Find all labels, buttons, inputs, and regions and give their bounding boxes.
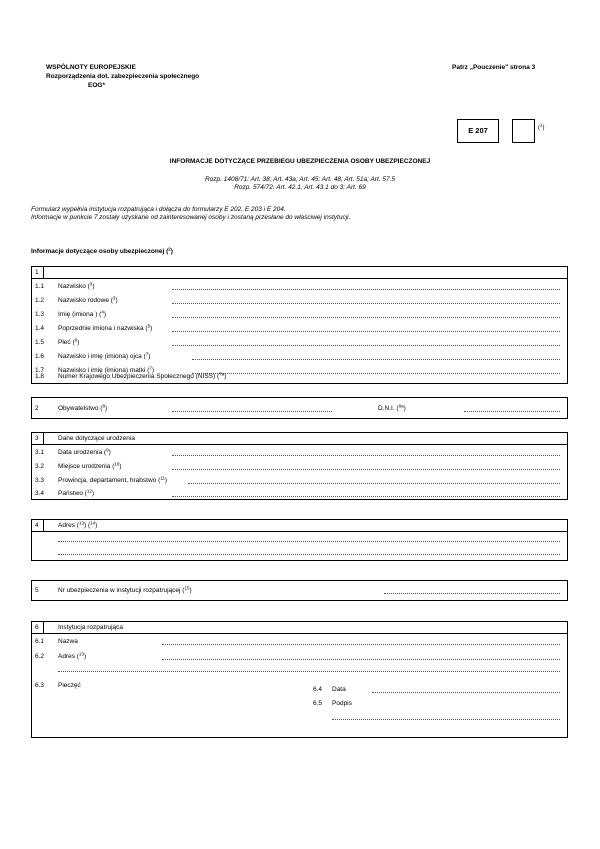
- org-line-2: Rozporządzenia dot. zabezpieczenia społecznego: [46, 73, 200, 80]
- section-3-heading: Dane dotyczące urodzenia: [58, 435, 135, 442]
- row-3-1-label: Data urodzenia ($^9$): [58, 447, 111, 456]
- section-6-divider: [31, 633, 568, 634]
- address-label: Adres ($^{13}$) ($^{14}$): [58, 520, 98, 529]
- row-1-4-label: Poprzednie imiona i nazwiska ($^5$): [58, 323, 153, 332]
- form-note-ref: ($^1$): [538, 122, 545, 131]
- row-3-1-number: 3.1: [35, 449, 45, 456]
- row-1-4-number: 1.4: [35, 325, 45, 332]
- nationality-field[interactable]: [172, 410, 332, 412]
- section-5-number: 5: [35, 587, 39, 594]
- date-label: Data: [332, 686, 346, 693]
- row-3-4-number: 3.4: [35, 490, 45, 497]
- institution-address-line-2-field[interactable]: [58, 670, 560, 672]
- row-1-5-label: Płeć ($^6$): [58, 337, 80, 346]
- section-4-divider: [31, 531, 568, 532]
- address-line-2-field[interactable]: [58, 553, 560, 555]
- stamp-label: Pieczęć: [58, 682, 81, 689]
- row-6-2-number: 6.2: [35, 653, 45, 660]
- first-names-field[interactable]: [172, 316, 560, 318]
- row-6-4-number: 6.4: [313, 686, 323, 693]
- regulation-line-1: Rozp. 1408/71: Art. 38; Art. 43a; Art. 45; Art. 48; Art. 51a; Art. 57.5: [204, 176, 396, 183]
- institution-name-label: Nazwa: [58, 638, 78, 645]
- row-3-3-number: 3.3: [35, 477, 45, 484]
- section-6-heading: Instytucja rozpatrująca: [58, 624, 124, 631]
- birth-date-field[interactable]: [172, 454, 560, 456]
- insurance-number-label: Nr ubezpieczenia w instytucji rozpatrującej ($^{15}$): [58, 585, 192, 594]
- dni-label: D.N.I. ($^{8a}$): [378, 403, 406, 412]
- date-field[interactable]: [372, 691, 560, 693]
- row-1-1-number: 1.1: [35, 283, 45, 290]
- section-1-divider: [31, 278, 568, 279]
- row-1-2-label: Nazwisko rodowe ($^3$): [58, 295, 118, 304]
- row-1-8-number: 1.8: [35, 373, 45, 380]
- see-note-text: Patrz „Pouczenie" strona 3: [452, 64, 536, 71]
- row-1-2-number: 1.2: [35, 297, 45, 304]
- instruction-line-1: Formularz wypełnia instytucja rozpatrująca i dołącza do formularzy E 202, E 203 i E 204.: [31, 206, 286, 213]
- surname-field[interactable]: [172, 288, 560, 290]
- mother-name-field[interactable]: [192, 372, 560, 374]
- dni-field[interactable]: [464, 410, 560, 412]
- nationality-label: Obywatelstwo ($^8$): [58, 403, 108, 412]
- row-1-6-number: 1.6: [35, 353, 45, 360]
- row-1-5-number: 1.5: [35, 339, 45, 346]
- form-code: E 207: [468, 126, 488, 135]
- row-1-3-label: Imię (imiona ) ($^4$): [58, 309, 107, 318]
- institution-address-label: Adres ($^{13}$): [58, 651, 87, 660]
- insurance-number-field[interactable]: [384, 592, 560, 594]
- row-1-8-label: Numer Krajowego Ubezpieczenia Społecznego (NISS) ($^{7a}$): [58, 371, 227, 380]
- institution-name-field[interactable]: [162, 643, 560, 645]
- form-code-checkbox[interactable]: [512, 119, 535, 143]
- section-6-box: [31, 621, 568, 738]
- country-field[interactable]: [172, 495, 560, 497]
- address-line-1-field[interactable]: [58, 540, 560, 542]
- row-1-6-label: Nazwisko i imię (imiona) ojca ($^7$): [58, 351, 151, 360]
- row-1-1-label: Nazwisko ($^3$): [58, 281, 95, 290]
- section-2-number: 2: [35, 405, 39, 412]
- birth-place-field[interactable]: [172, 468, 560, 470]
- insured-heading: Informacje dotyczące osoby ubezpieczonej ($^2$): [31, 246, 173, 255]
- signature-label: Podpis: [332, 700, 352, 707]
- row-6-3-number: 6.3: [35, 682, 45, 689]
- org-line-3: EOG*: [88, 82, 105, 89]
- regulation-line-2: Rozp. 574/72: Art. 42.1; Art. 43.1 do 3; Art. 69: [234, 184, 366, 191]
- row-1-7-label: Nazwisko i imię (imiona) matki ($^7$): [58, 365, 155, 374]
- section-3-number: 3: [35, 435, 39, 442]
- form-title: INFORMACJE DOTYCZĄCE PRZEBIEGU UBEZPIECZENIA OSOBY UBEZPIECZONEJ: [169, 158, 431, 165]
- previous-names-field[interactable]: [172, 330, 560, 332]
- sex-field[interactable]: [172, 344, 560, 346]
- maiden-name-field[interactable]: [172, 302, 560, 304]
- signature-field[interactable]: [332, 718, 560, 720]
- row-3-4-label: Państwo ($^{12}$): [58, 488, 95, 497]
- row-3-2-number: 3.2: [35, 463, 45, 470]
- instruction-line-2: Informacje w punkcie 7 zostały uzyskane od zainteresowanej osoby i zostaną przesłane do właściwej instytucji.: [31, 214, 351, 221]
- section-3-divider: [31, 444, 568, 445]
- section-1-number: 1: [35, 269, 39, 276]
- row-1-7-number: 1.7: [35, 367, 45, 374]
- section-2-box: [31, 397, 568, 419]
- section-4-number: 4: [35, 522, 39, 529]
- row-1-3-number: 1.3: [35, 311, 45, 318]
- row-6-1-number: 6.1: [35, 638, 45, 645]
- row-3-2-label: Miejsce urodzenia ($^{10}$): [58, 461, 122, 470]
- org-line-1: WSPÓLNOTY EUROPEJSKIE: [46, 64, 136, 71]
- father-name-field[interactable]: [192, 358, 560, 360]
- institution-address-field[interactable]: [162, 658, 560, 660]
- section-6-number: 6: [35, 624, 39, 631]
- form-code-box: [457, 119, 499, 143]
- row-6-5-number: 6.5: [313, 700, 323, 707]
- province-field[interactable]: [188, 482, 560, 484]
- row-3-3-label: Prowincja, departament, hrabstwo ($^{11}$): [58, 475, 168, 484]
